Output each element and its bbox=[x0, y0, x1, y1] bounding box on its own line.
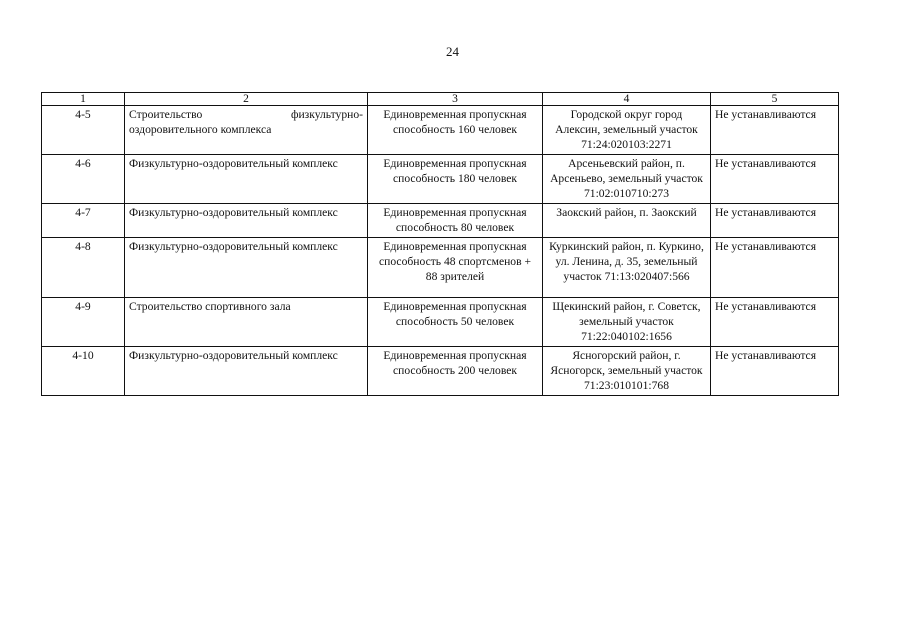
object-capacity: Единовременная пропускная способность 160 человек bbox=[368, 106, 543, 155]
page-number: 24 bbox=[446, 44, 459, 59]
row-number: 4-6 bbox=[42, 155, 125, 204]
object-location: Заокский район, п. Заокский bbox=[543, 204, 711, 238]
object-location: Городской округ город Алексин, земельный участок 71:24:020103:2271 bbox=[543, 106, 711, 155]
table-row bbox=[42, 155, 839, 204]
column-header: 4 bbox=[543, 93, 711, 106]
object-capacity: Единовременная пропускная способность 180 человек bbox=[368, 155, 543, 204]
object-name-part: физкультурно- bbox=[290, 108, 363, 121]
object-capacity: Единовременная пропускная способность 200 человек bbox=[368, 347, 543, 396]
row-number: 4-10 bbox=[42, 347, 125, 396]
protection-zone: Не устанавливаются bbox=[711, 155, 839, 204]
row-number: 4-8 bbox=[42, 238, 125, 298]
protection-zone: Не устанавливаются bbox=[711, 106, 839, 155]
object-capacity: Единовременная пропускная способность 48 спортсменов + 88 зрителей bbox=[368, 238, 543, 298]
table-row bbox=[42, 238, 839, 298]
object-name: Физкультурно-оздоровительный комплекс bbox=[125, 238, 368, 298]
protection-zone: Не устанавливаются bbox=[711, 204, 839, 238]
protection-zone: Не устанавливаются bbox=[711, 347, 839, 396]
object-name bbox=[125, 106, 368, 155]
object-location: Ясногорский район, г. Ясногорск, земельный участок 71:23:010101:768 bbox=[543, 347, 711, 396]
object-name: Строительство спортивного зала bbox=[125, 298, 368, 347]
row-number: 4-7 bbox=[42, 204, 125, 238]
object-name: Физкультурно-оздоровительный комплекс bbox=[125, 204, 368, 238]
column-header: 1 bbox=[42, 93, 125, 106]
table-row bbox=[42, 204, 839, 238]
object-name: Физкультурно-оздоровительный комплекс bbox=[125, 347, 368, 396]
column-header: 2 bbox=[125, 93, 368, 106]
table-header-row bbox=[42, 93, 839, 106]
object-location: Куркинский район, п. Куркино, ул. Ленина, д. 35, земельный участок 71:13:020407:566 bbox=[543, 238, 711, 298]
object-name-part: Строительство bbox=[129, 108, 203, 121]
object-capacity: Единовременная пропускная способность 50 человек bbox=[368, 298, 543, 347]
column-header: 5 bbox=[711, 93, 839, 106]
row-number: 4-9 bbox=[42, 298, 125, 347]
object-capacity: Единовременная пропускная способность 80 человек bbox=[368, 204, 543, 238]
objects-table bbox=[41, 92, 839, 396]
row-number: 4-5 bbox=[42, 106, 125, 155]
protection-zone: Не устанавливаются bbox=[711, 238, 839, 298]
table-row bbox=[42, 347, 839, 396]
protection-zone: Не устанавливаются bbox=[711, 298, 839, 347]
object-name: Физкультурно-оздоровительный комплекс bbox=[125, 155, 368, 204]
object-location: Арсеньевский район, п. Арсеньево, земельный участок 71:02:010710:273 bbox=[543, 155, 711, 204]
object-name-part: оздоровительного комплекса bbox=[129, 123, 272, 136]
table-row bbox=[42, 106, 839, 155]
table-row bbox=[42, 298, 839, 347]
object-location: Щекинский район, г. Советск, земельный участок 71:22:040102:1656 bbox=[543, 298, 711, 347]
column-header: 3 bbox=[368, 93, 543, 106]
